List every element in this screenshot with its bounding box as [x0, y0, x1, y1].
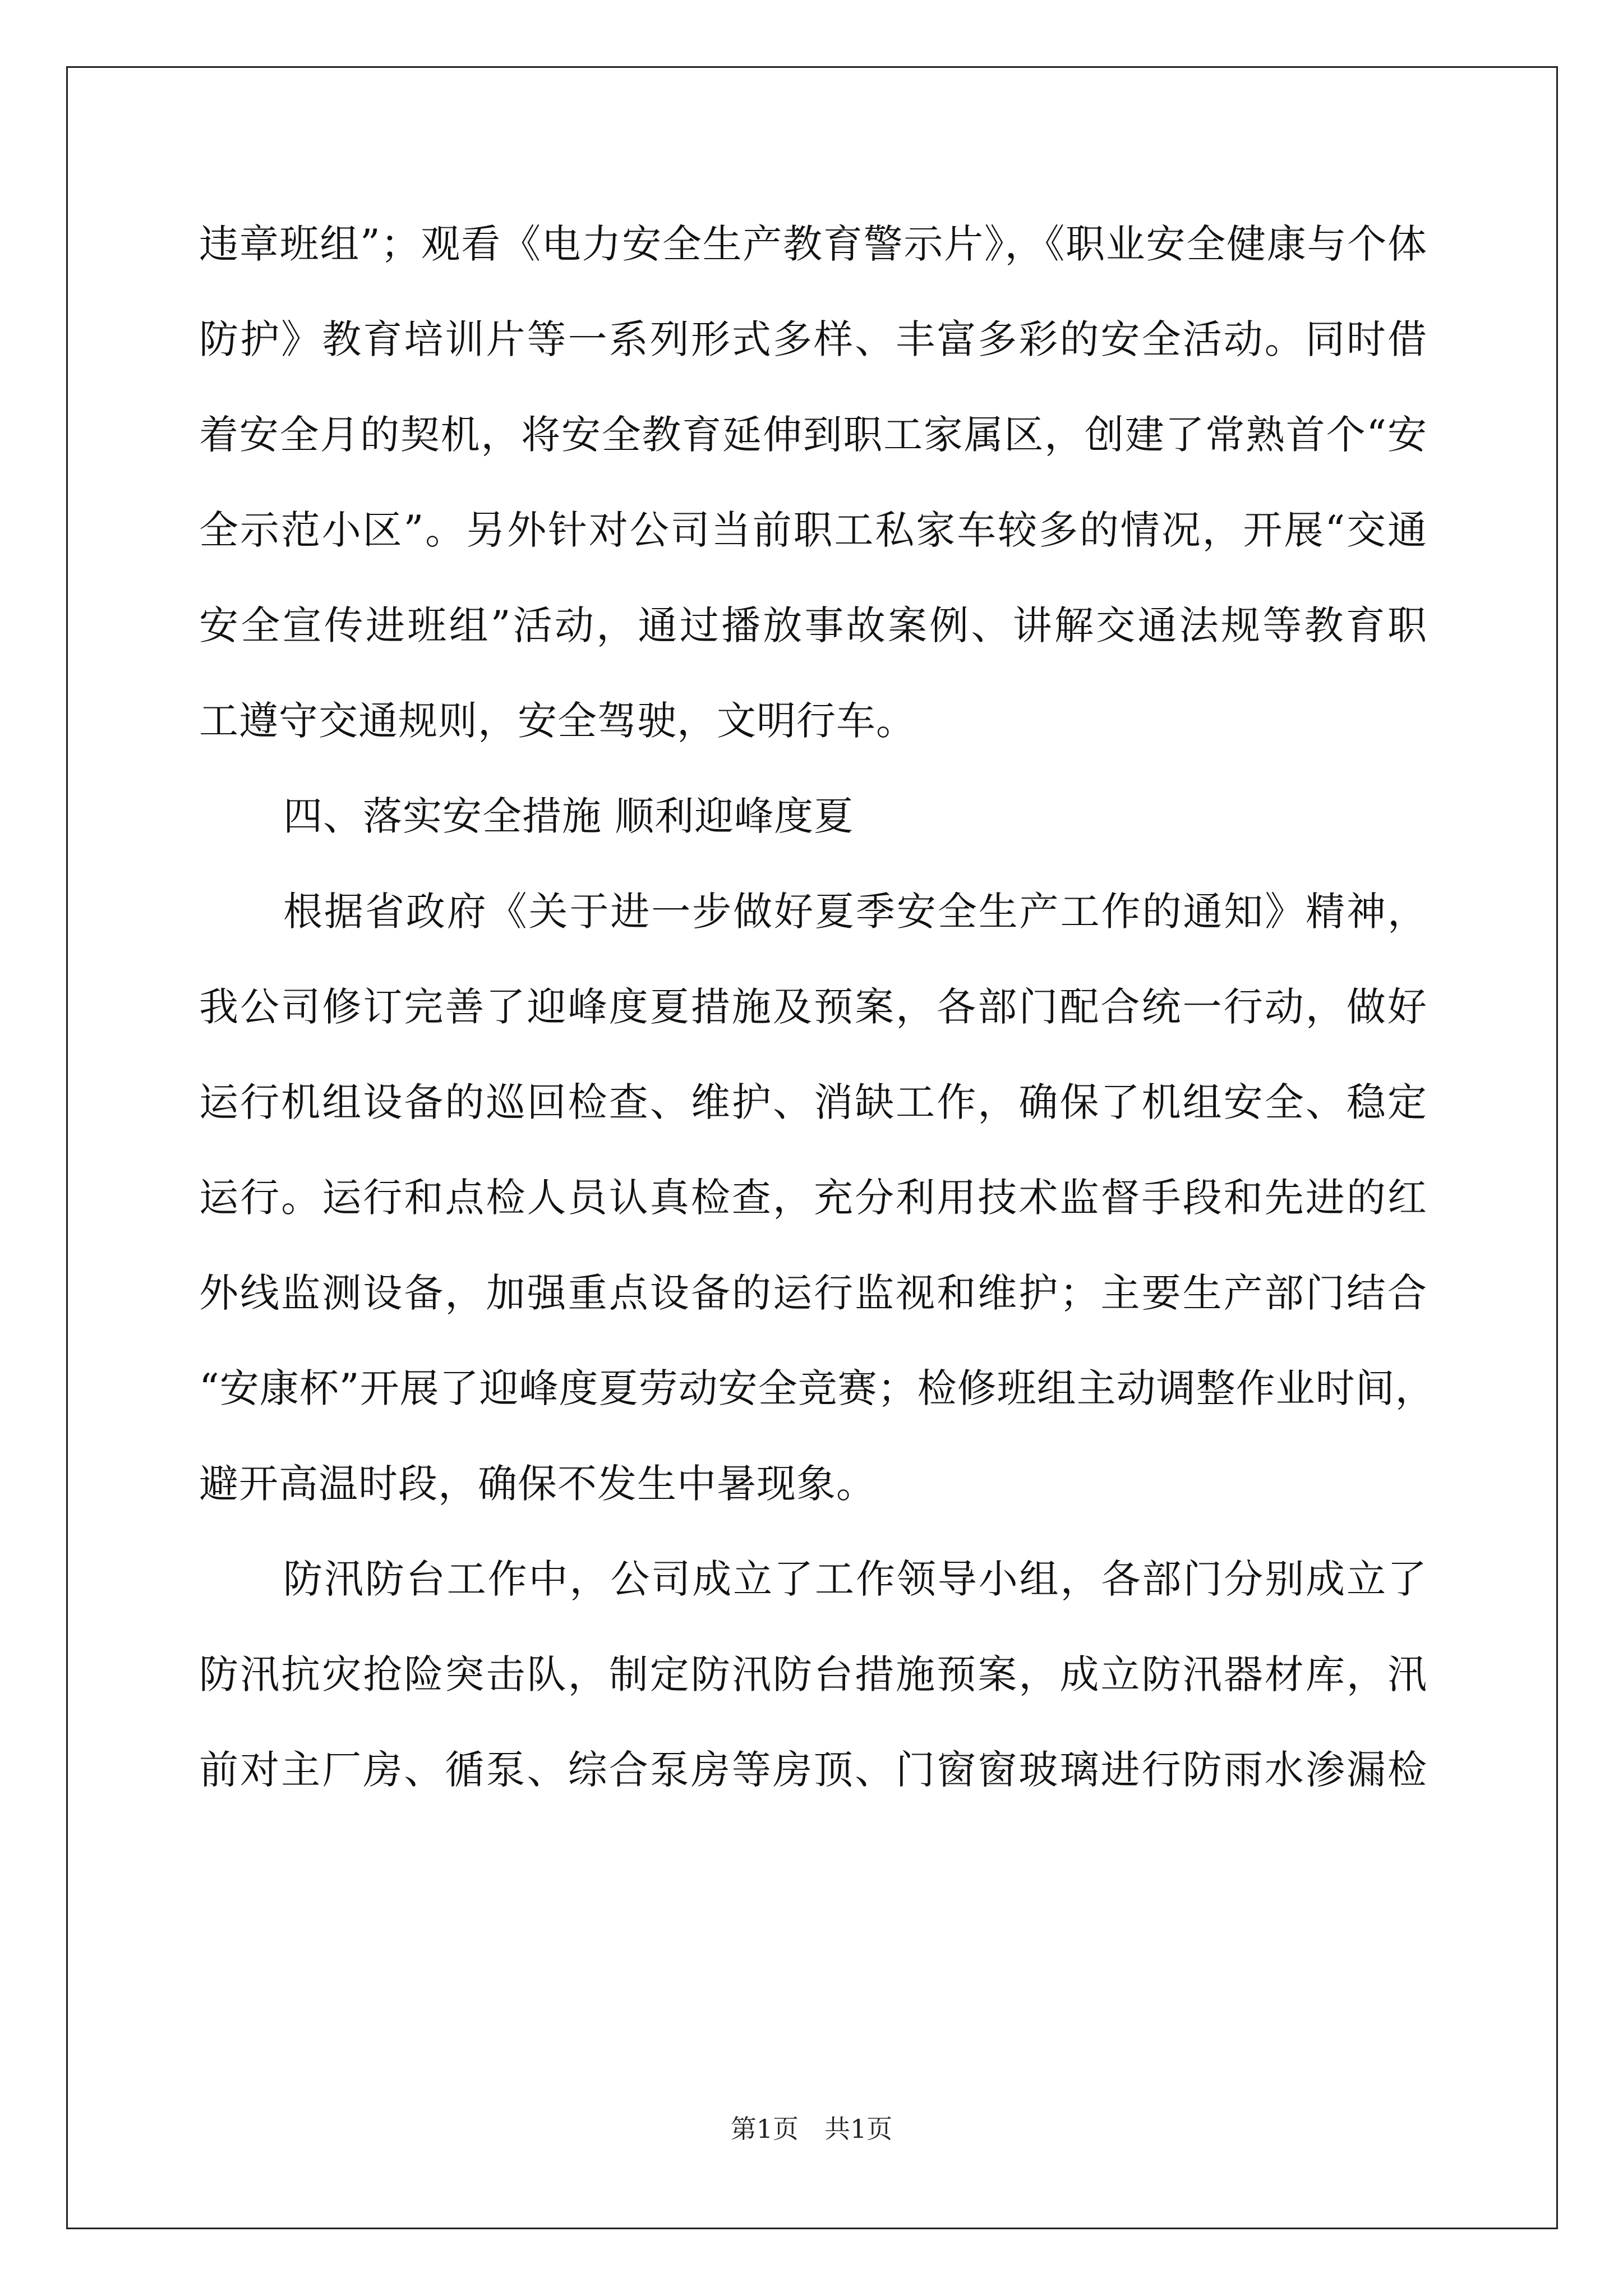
- text-line: 根据省政府《关于进一步做好夏季安全生产工作的通知》精神，: [283, 889, 1427, 935]
- text-line: 防汛抗灾抢险突击队，制定防汛防台措施预案，成立防汛器材库，汛: [199, 1651, 1427, 1697]
- page-border: [66, 66, 1558, 2229]
- text-line: 我公司修订完善了迎峰度夏措施及预案，各部门配合统一行动，做好: [199, 984, 1427, 1030]
- page-number-footer: 第1页 共1页: [730, 2114, 893, 2144]
- text-line: 防护》教育培训片等一系列形式多样、丰富多彩的安全活动。同时借: [199, 316, 1427, 362]
- text-line: 运行机组设备的巡回检查、维护、消缺工作，确保了机组安全、稳定: [199, 1079, 1427, 1125]
- text-line: 工遵守交通规则，安全驾驶，文明行车。: [199, 698, 916, 744]
- text-line: 避开高温时段，确保不发生中暑现象。: [199, 1461, 876, 1507]
- text-line: 前对主厂房、循泵、综合泵房等房顶、门窗窗玻璃进行防雨水渗漏检: [199, 1747, 1427, 1793]
- section-heading: 四、落实安全措施 顺利迎峰度夏: [283, 793, 854, 839]
- text-line: 防汛防台工作中，公司成立了工作领导小组，各部门分别成立了: [283, 1556, 1427, 1602]
- text-line: 运行。运行和点检人员认真检查，充分利用技术监督手段和先进的红: [199, 1175, 1427, 1221]
- text-line: 违章班组”；观看《电力安全生产教育警示片》，《职业安全健康与个体: [199, 221, 1427, 267]
- text-line: “安康杯”开展了迎峰度夏劳动安全竞赛；检修班组主动调整作业时间，: [199, 1365, 1435, 1411]
- text-line: 外线监测设备，加强重点设备的运行监视和维护；主要生产部门结合: [199, 1270, 1427, 1316]
- text-line: 全示范小区”。另外针对公司当前职工私家车较多的情况，开展“交通: [199, 507, 1427, 553]
- text-line: 安全宣传进班组”活动，通过播放事故案例、讲解交通法规等教育职: [199, 602, 1427, 648]
- text-line: 着安全月的契机，将安全教育延伸到职工家属区，创建了常熟首个“安: [199, 412, 1427, 458]
